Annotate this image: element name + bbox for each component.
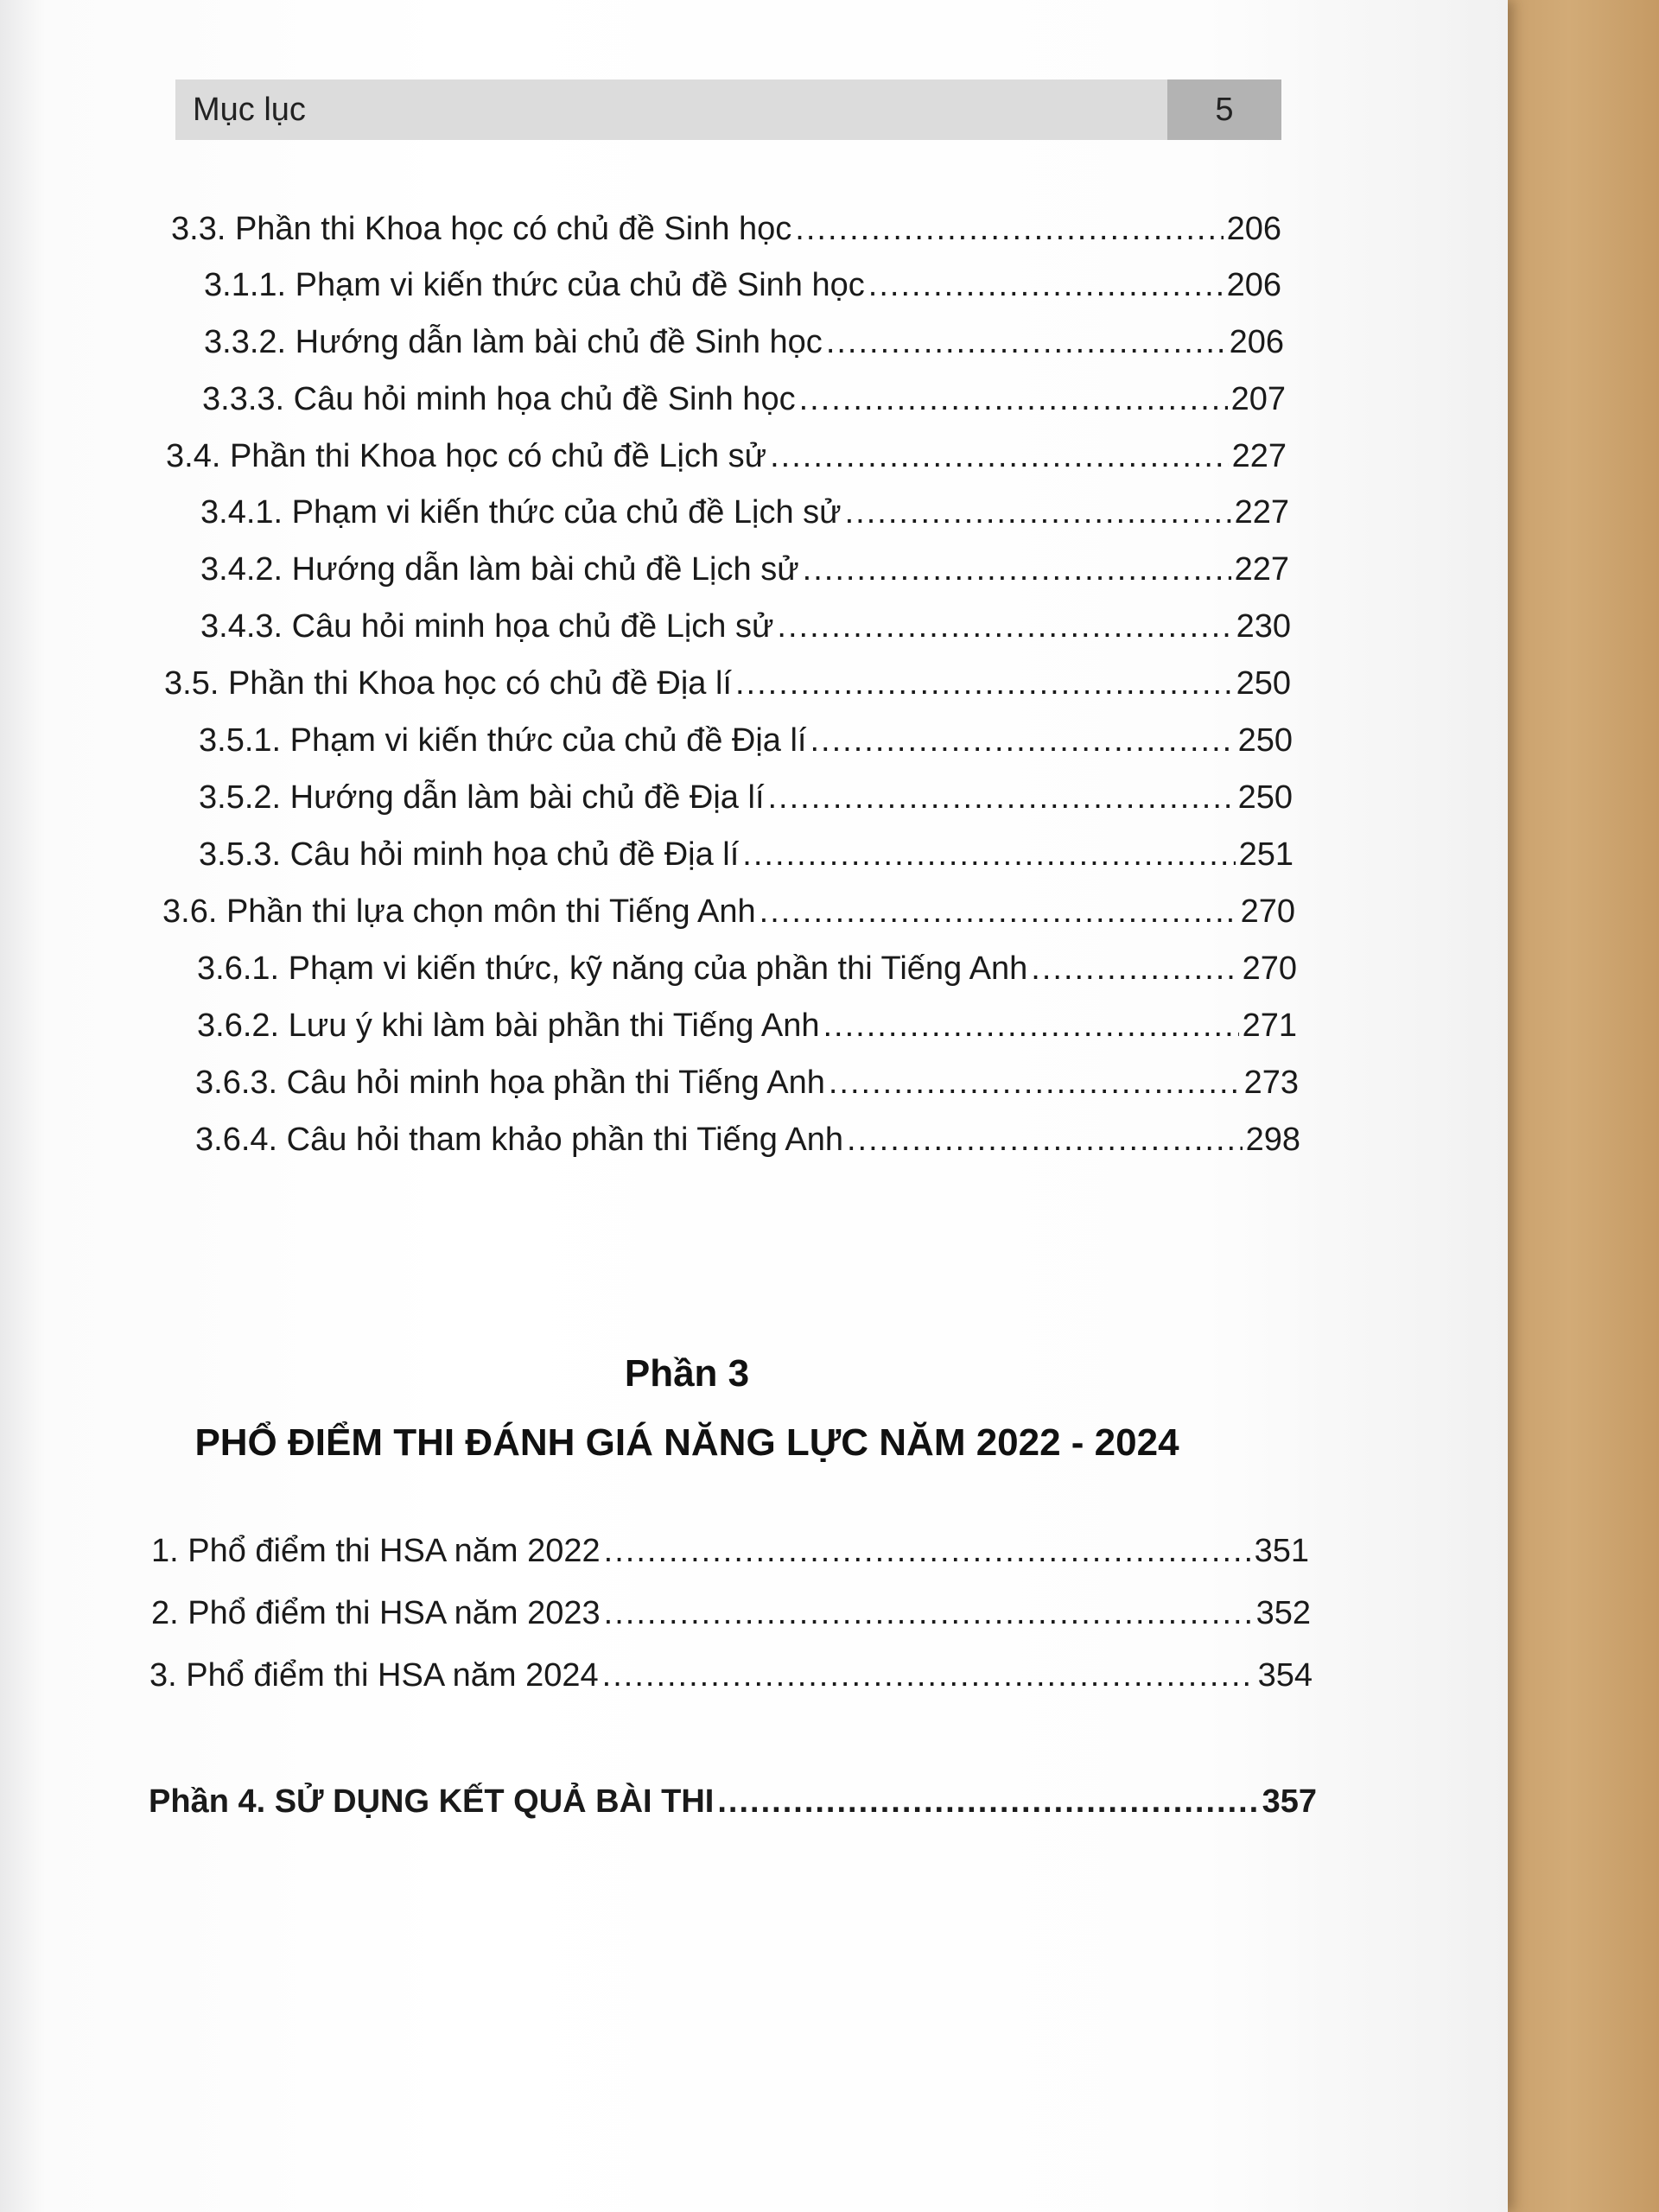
toc-entry[interactable]: 3.6.4. Câu hỏi tham khảo phần thi Tiếng Anh ..... 298 <box>195 1118 1300 1161</box>
toc-entry[interactable]: 3.5.2. Hướng dẫn làm bài chủ đề Địa lí ..... 250 <box>199 776 1293 819</box>
toc-entry[interactable]: 3.4.2. Hướng dẫn làm bài chủ đề Lịch sử ..... 227 <box>200 548 1289 591</box>
toc-entry[interactable]: 3.5.1. Phạm vi kiến thức của chủ đề Địa lí ..... 250 <box>199 719 1293 762</box>
header-title: Mục lục <box>193 92 306 128</box>
toc-entry[interactable]: 3.3.3. Câu hỏi minh họa chủ đề Sinh học ..... 207 <box>202 378 1286 421</box>
part4-entry[interactable]: Phần 4. SỬ DỤNG KẾT QUẢ BÀI THI ..... 357 <box>149 1780 1317 1823</box>
part3-title: PHỔ ĐIỂM THI ĐÁNH GIÁ NĂNG LỰC NĂM 2022 - 2024 <box>194 1421 1179 1464</box>
toc-entry[interactable]: 3.6.3. Câu hỏi minh họa phần thi Tiếng Anh ..... 273 <box>195 1061 1299 1104</box>
toc-entry[interactable]: 3.4.1. Phạm vi kiến thức của chủ đề Lịch sử ..... 227 <box>200 491 1289 534</box>
page-header <box>175 79 1281 140</box>
part3-entry[interactable]: 2. Phổ điểm thi HSA năm 2023 ..... 352 <box>151 1592 1311 1635</box>
toc-entry[interactable]: 3.6. Phần thi lựa chọn môn thi Tiếng Anh ..... 270 <box>162 890 1295 933</box>
part3-entry[interactable]: 3. Phổ điểm thi HSA năm 2024 ..... 354 <box>149 1654 1313 1697</box>
toc-entry[interactable]: 3.6.2. Lưu ý khi làm bài phần thi Tiếng Anh ..... 271 <box>197 1004 1297 1047</box>
toc-entry[interactable]: 3.5.3. Câu hỏi minh họa chủ đề Địa lí ..... 251 <box>199 833 1294 876</box>
page-number: 5 <box>1167 79 1281 140</box>
toc-entry[interactable]: 3.5. Phần thi Khoa học có chủ đề Địa lí ..... 250 <box>164 662 1291 705</box>
toc-entry[interactable]: 3.4. Phần thi Khoa học có chủ đề Lịch sử ..... 227 <box>166 435 1287 478</box>
part3-entry[interactable]: 1. Phổ điểm thi HSA năm 2022 ..... 351 <box>151 1529 1309 1573</box>
toc-entry[interactable]: 3.4.3. Câu hỏi minh họa chủ đề Lịch sử ..... 230 <box>200 605 1291 648</box>
toc-entry[interactable]: 3.3. Phần thi Khoa học có chủ đề Sinh học ..... 206 <box>171 207 1281 251</box>
part3-number: Phần 3 <box>624 1352 750 1395</box>
toc-entry[interactable]: 3.3.2. Hướng dẫn làm bài chủ đề Sinh học ..... 206 <box>204 321 1284 364</box>
toc-entry[interactable]: 3.6.1. Phạm vi kiến thức, kỹ năng của phần thi Tiếng Anh ..... 270 <box>197 947 1297 990</box>
toc-entry[interactable]: 3.1.1. Phạm vi kiến thức của chủ đề Sinh học ..... 206 <box>204 264 1281 307</box>
